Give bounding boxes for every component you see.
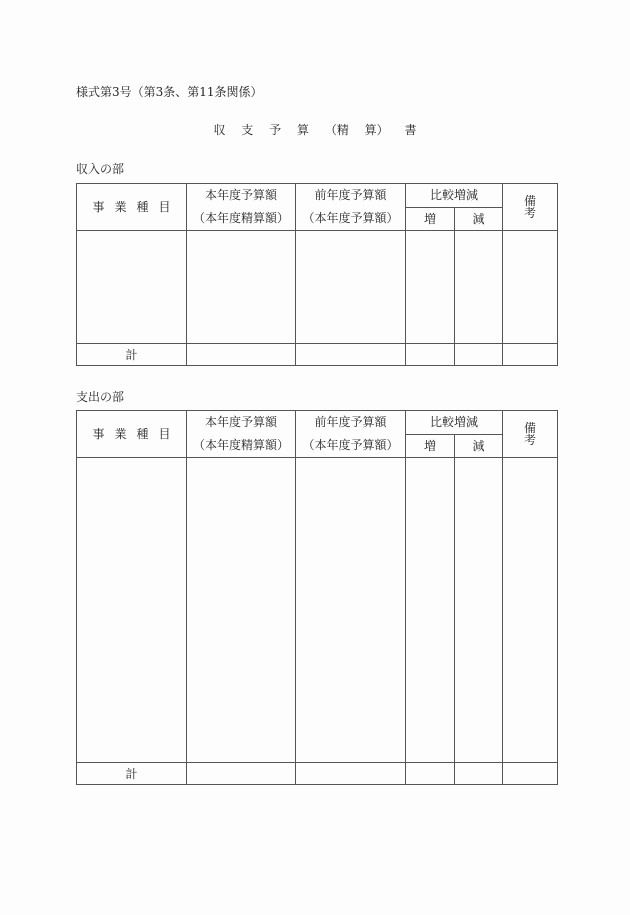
title-char: （精 xyxy=(324,123,349,137)
expenditure-previous-cell[interactable] xyxy=(296,458,406,763)
current-settlement-label: （本年度精算額） xyxy=(192,211,289,225)
income-total-decrease[interactable] xyxy=(455,344,503,366)
title-char: 算） xyxy=(364,123,389,137)
previous-budget-label: 前年度予算額 xyxy=(314,415,387,429)
col-header-previous-budget xyxy=(296,184,406,231)
expenditure-total-increase[interactable] xyxy=(406,763,455,785)
col-header-item: 事業種目 xyxy=(77,184,187,231)
col-header-decrease: 減 xyxy=(455,207,503,231)
income-table xyxy=(76,183,558,366)
income-remarks-cell[interactable] xyxy=(503,231,558,344)
expenditure-current-cell[interactable] xyxy=(187,458,296,763)
title-char: 収 xyxy=(213,123,226,137)
col-header-remarks: 備考 xyxy=(503,184,558,231)
expenditure-total-previous[interactable] xyxy=(296,763,406,785)
income-increase-cell[interactable] xyxy=(406,231,455,344)
form-number: 様式第3号（第3条、第11条関係） xyxy=(76,85,263,99)
col-header-previous-budget xyxy=(296,411,406,458)
income-total-increase[interactable] xyxy=(406,344,455,366)
title-char: 予 xyxy=(269,123,282,137)
col-header-remarks: 備考 xyxy=(503,411,558,458)
current-budget-label: 本年度予算額 xyxy=(204,415,277,429)
col-header-comparison: 比較増減 xyxy=(406,184,503,208)
expenditure-table xyxy=(76,410,558,785)
income-previous-cell[interactable] xyxy=(296,231,406,344)
expenditure-body-row xyxy=(77,458,558,763)
col-header-decrease: 減 xyxy=(455,434,503,458)
col-header-item: 事業種目 xyxy=(77,411,187,458)
col-header-comparison: 比較増減 xyxy=(406,411,503,435)
current-budget-label: 本年度予算額 xyxy=(204,188,277,202)
previous-budget-sub-label: （本年度予算額） xyxy=(302,211,399,225)
income-heading: 収入の部 xyxy=(76,162,125,176)
document-title xyxy=(0,121,630,138)
income-decrease-cell[interactable] xyxy=(455,231,503,344)
expenditure-total-remarks[interactable] xyxy=(503,763,558,785)
current-settlement-label: （本年度精算額） xyxy=(192,438,289,452)
income-current-cell[interactable] xyxy=(187,231,296,344)
expenditure-decrease-cell[interactable] xyxy=(455,458,503,763)
income-total-remarks[interactable] xyxy=(503,344,558,366)
expenditure-heading: 支出の部 xyxy=(76,390,125,404)
expenditure-total-row xyxy=(77,763,558,785)
expenditure-total-label: 計 xyxy=(77,763,187,785)
income-total-current[interactable] xyxy=(187,344,296,366)
expenditure-increase-cell[interactable] xyxy=(406,458,455,763)
expenditure-total-current[interactable] xyxy=(187,763,296,785)
col-header-increase: 増 xyxy=(406,207,455,231)
previous-budget-label: 前年度予算額 xyxy=(314,188,387,202)
title-char: 書 xyxy=(404,123,417,137)
income-total-label: 計 xyxy=(77,344,187,366)
income-item-cell[interactable] xyxy=(77,231,187,344)
expenditure-total-decrease[interactable] xyxy=(455,763,503,785)
col-header-current-budget xyxy=(187,411,296,458)
title-char: 支 xyxy=(241,123,254,137)
income-total-previous[interactable] xyxy=(296,344,406,366)
title-char: 算 xyxy=(296,123,309,137)
income-total-row xyxy=(77,344,558,366)
expenditure-remarks-cell[interactable] xyxy=(503,458,558,763)
col-header-current-budget xyxy=(187,184,296,231)
expenditure-item-cell[interactable] xyxy=(77,458,187,763)
previous-budget-sub-label: （本年度予算額） xyxy=(302,438,399,452)
income-body-row xyxy=(77,231,558,344)
col-header-increase: 増 xyxy=(406,434,455,458)
